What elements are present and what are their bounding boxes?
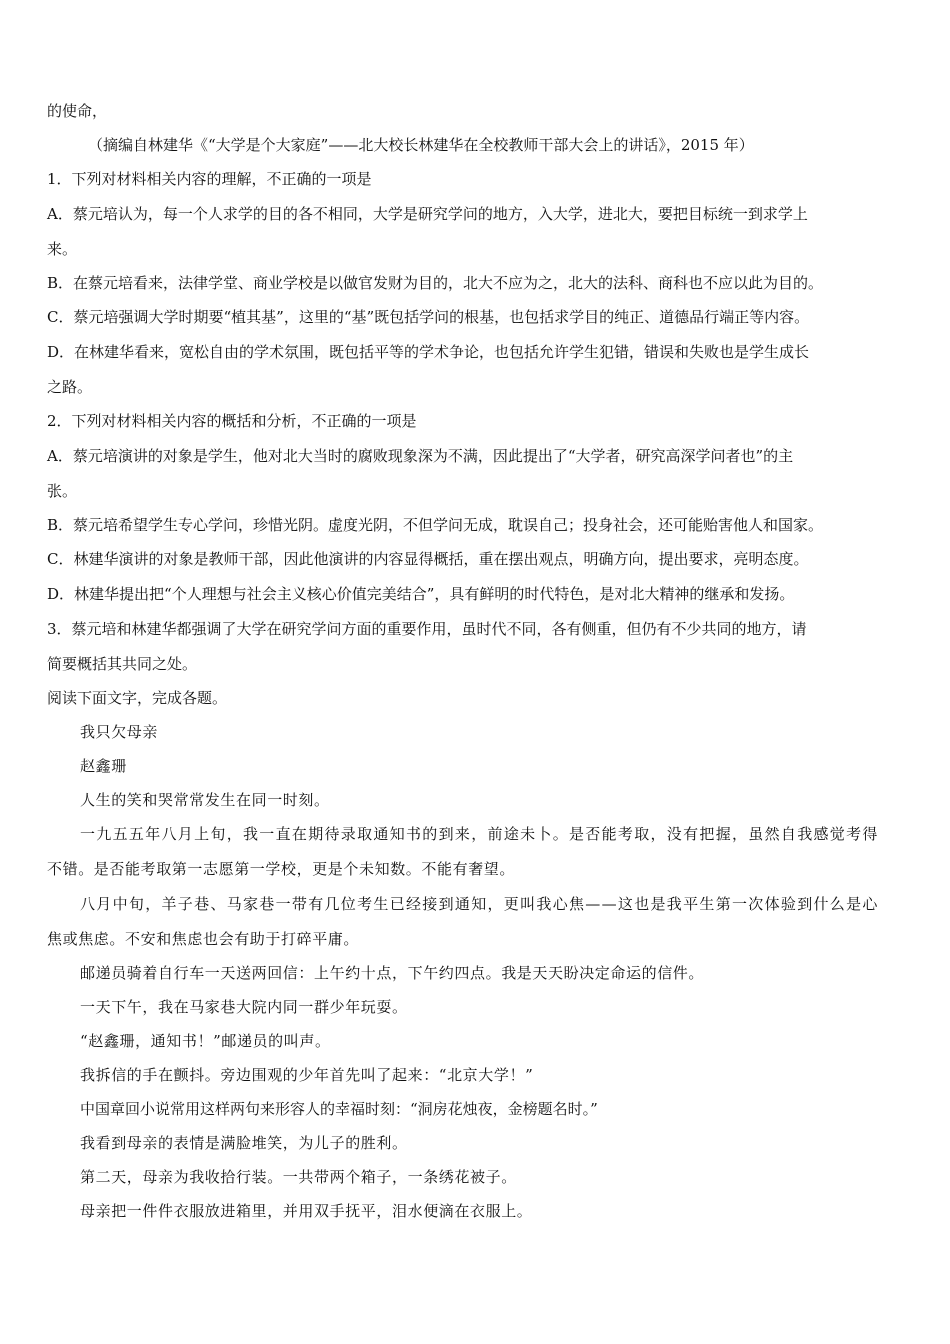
essay-paragraph-cont: 不错。是否能考取第一志愿第一学校，更是个未知数。不能有奢望。 — [47, 860, 516, 878]
question-1-option-a: A．蔡元培认为，每一个人求学的目的各不相同，大学是研究学问的地方，入大学，进北大，要把目标统一到求学上 — [47, 205, 808, 223]
essay-author: 赵鑫珊 — [80, 757, 127, 775]
question-2-option-d: D．林建华提出把“个人理想与社会主义核心价值完美结合”，具有鲜明的时代特色，是对北大精神的继承和发扬。 — [47, 585, 795, 603]
essay-paragraph: 我拆信的手在颤抖。旁边围观的少年首先叫了起来：“北京大学！” — [80, 1066, 534, 1084]
passage-source: （摘编自林建华《“大学是个大家庭”——北大校长林建华在全校教师干部大会上的讲话》，2015 年） — [88, 136, 754, 154]
essay-paragraph: 我看到母亲的表情是满脸堆笑，为儿子的胜利。 — [80, 1134, 408, 1152]
question-1-stem: 1．下列对材料相关内容的理解，不正确的一项是 — [47, 170, 372, 188]
question-1-option-d-cont: 之路。 — [47, 378, 93, 396]
passage-continuation: 的使命， — [47, 102, 108, 120]
question-1-option-d: D．在林建华看来，宽松自由的学术氛围，既包括平等的学术争论，也包括允许学生犯错，错误和失败也是学生成长 — [47, 343, 810, 361]
question-2-option-a: A．蔡元培演讲的对象是学生，他对北大当时的腐败现象深为不满，因此提出了“大学者，研究高深学问者也”的主 — [47, 447, 794, 465]
question-3-stem-cont: 简要概括其共同之处。 — [47, 655, 198, 673]
question-2-option-a-cont: 张。 — [47, 482, 78, 500]
essay-paragraph-cont: 焦或焦虑。不安和焦虑也会有助于打碎平庸。 — [47, 930, 360, 948]
essay-paragraph: 一天下午，我在马家巷大院内同一群少年玩耍。 — [80, 998, 408, 1016]
essay-paragraph: 八月中旬，羊子巷、马家巷一带有几位考生已经接到通知，更叫我心焦——这也是我平生第一次体验到什么是心 — [80, 895, 879, 913]
question-1-option-b: B．在蔡元培看来，法律学堂、商业学校是以做官发财为目的，北大不应为之，北大的法科、商科也不应以此为目的。 — [47, 274, 824, 292]
essay-paragraph: 一九五五年八月上旬，我一直在期待录取通知书的到来，前途未卜。是否能考取，没有把握，虽然自我感觉考得 — [80, 825, 879, 843]
question-1-option-a-cont: 来。 — [47, 240, 78, 258]
question-2-option-b: B．蔡元培希望学生专心学问，珍惜光阴。虚度光阴，不但学问无成，耽误自己；投身社会，还可能贻害他人和国家。 — [47, 516, 824, 534]
essay-paragraph: 邮递员骑着自行车一天送两回信：上午约十点，下午约四点。我是天天盼决定命运的信件。 — [80, 964, 705, 982]
essay-paragraph: 中国章回小说常用这样两句来形容人的幸福时刻：“洞房花烛夜，金榜题名时。” — [80, 1100, 598, 1118]
reading-instruction: 阅读下面文字，完成各题。 — [47, 689, 228, 707]
essay-paragraph: “赵鑫珊，通知书！”邮递员的叫声。 — [80, 1032, 331, 1050]
question-2-stem: 2．下列对材料相关内容的概括和分析，不正确的一项是 — [47, 412, 417, 430]
question-3-stem: 3．蔡元培和林建华都强调了大学在研究学问方面的重要作用，虽时代不同，各有侧重，但仍有不少共同的地方，请 — [47, 620, 807, 638]
essay-paragraph: 第二天，母亲为我收拾行装。一共带两个箱子，一条绣花被子。 — [80, 1168, 517, 1186]
essay-paragraph: 母亲把一件件衣服放进箱里，并用双手抚平，泪水便滴在衣服上。 — [80, 1202, 533, 1220]
essay-paragraph: 人生的笑和哭常常发生在同一时刻。 — [80, 791, 330, 809]
essay-title: 我只欠母亲 — [80, 723, 159, 741]
question-2-option-c: C．林建华演讲的对象是教师干部，因此他演讲的内容显得概括，重在摆出观点，明确方向，提出要求，亮明态度。 — [47, 550, 809, 568]
question-1-option-c: C．蔡元培强调大学时期要“植其基”，这里的“基”既包括学问的根基，也包括求学目的纯正、道德品行端正等内容。 — [47, 308, 810, 326]
